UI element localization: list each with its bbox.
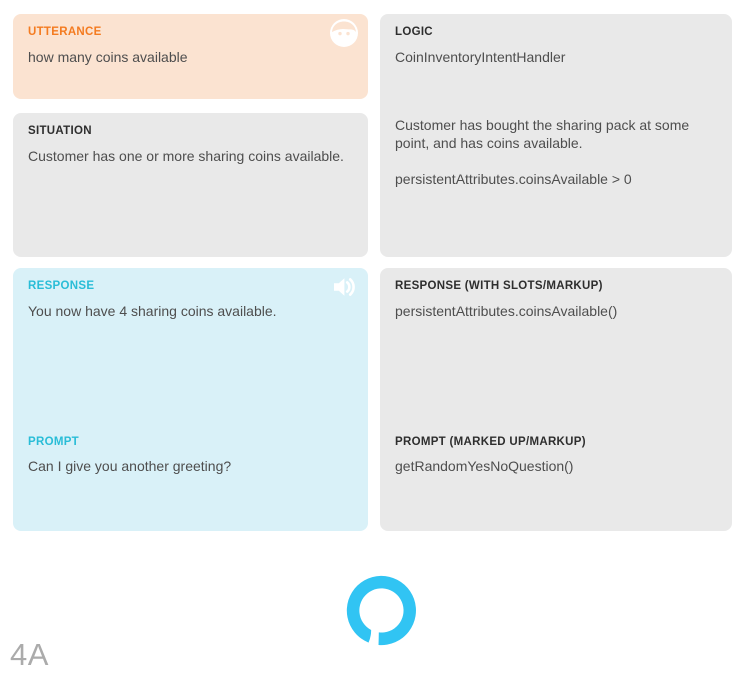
logic-card [380, 14, 732, 257]
prompt-markup-text: getRandomYesNoQuestion() [395, 458, 574, 474]
utterance-text: how many coins available [28, 49, 188, 65]
response-markup-card [380, 268, 732, 531]
prompt-text: Can I give you another greeting? [28, 458, 232, 474]
prompt-label: PROMPT [28, 436, 79, 448]
speaker-icon [332, 276, 358, 298]
logic-description: Customer has bought the sharing pack at some point, and has coins available. [395, 117, 690, 151]
response-label: RESPONSE [28, 280, 95, 292]
logic-label: LOGIC [395, 26, 433, 38]
logic-condition: persistentAttributes.coinsAvailable > 0 [395, 171, 632, 187]
utterance-card [13, 14, 368, 99]
situation-card [13, 113, 368, 257]
response-markup-text: persistentAttributes.coinsAvailable() [395, 303, 618, 319]
response-text: You now have 4 sharing coins available. [28, 303, 277, 319]
prompt-block [28, 435, 352, 475]
prompt-markup-label: PROMPT (MARKED UP/MARKUP) [395, 436, 586, 448]
utterance-label: UTTERANCE [28, 26, 102, 38]
user-face-icon [330, 19, 358, 47]
situation-label: SITUATION [28, 125, 92, 137]
response-card [13, 268, 368, 531]
logic-handler: CoinInventoryIntentHandler [395, 49, 566, 65]
prompt-markup-block [395, 435, 716, 475]
situation-text: Customer has one or more sharing coins available. [28, 148, 344, 164]
alexa-logo-icon [345, 574, 418, 647]
response-markup-label: RESPONSE (WITH SLOTS/MARKUP) [395, 280, 603, 292]
page-number: 4A [10, 637, 49, 672]
